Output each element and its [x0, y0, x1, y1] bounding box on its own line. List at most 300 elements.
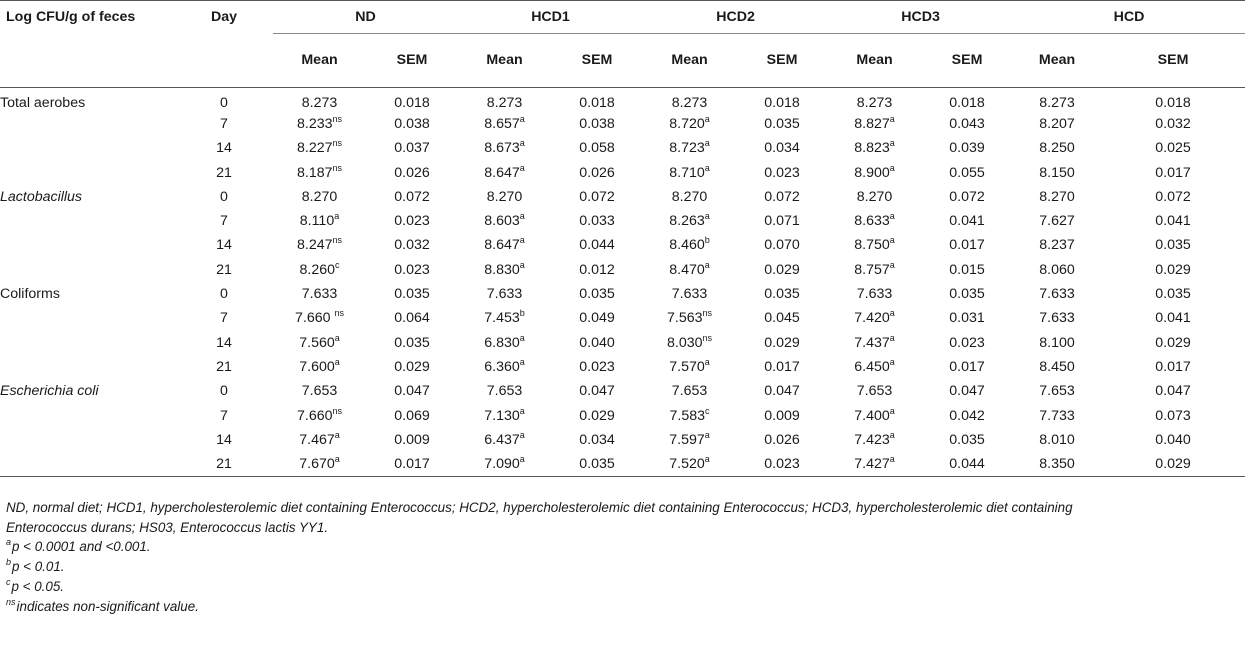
row-category: Total aerobes: [0, 94, 86, 111]
mean-value: 7.670: [299, 455, 335, 472]
mean-cell: [643, 185, 736, 209]
subheader-sem: SEM: [551, 33, 643, 88]
mean-value: 7.583: [669, 407, 706, 424]
sem-value: 0.032: [394, 237, 430, 254]
significance-marker: a: [889, 211, 895, 222]
significance-marker: a: [889, 356, 895, 367]
mean-value: 7.653: [671, 383, 708, 400]
mean-cell: [643, 258, 736, 282]
sem-value: 0.069: [394, 407, 430, 424]
row-category: [0, 136, 175, 160]
significance-marker: a: [519, 162, 525, 173]
mean-value: 8.270: [301, 188, 338, 205]
mean-cell: [643, 452, 736, 476]
sem-value: 0.035: [1155, 286, 1191, 303]
sem-value: 0.049: [579, 310, 615, 327]
sem-value: 0.064: [394, 310, 430, 327]
row-category: [0, 428, 175, 452]
significance-marker: a: [889, 113, 895, 124]
significance-marker: a: [704, 162, 710, 173]
sem-value: 0.017: [1155, 358, 1191, 375]
row-day: 21: [216, 164, 232, 181]
row-category: [0, 330, 175, 354]
significance-marker: a: [334, 332, 340, 343]
mean-cell: [458, 209, 551, 233]
sem-value: 0.029: [394, 358, 430, 375]
sem-value: 0.041: [1155, 213, 1191, 230]
significance-marker: a: [334, 356, 340, 367]
mean-cell: [828, 112, 921, 136]
table-row: [0, 112, 1245, 136]
sem-value: 0.035: [949, 286, 985, 303]
sem-value: 0.034: [764, 140, 800, 157]
mean-cell: [1013, 306, 1101, 330]
table-row: [0, 452, 1245, 476]
mean-value: 8.830: [484, 261, 520, 278]
sem-value: 0.055: [949, 164, 985, 181]
sem-value: 0.026: [394, 164, 430, 181]
sem-value: 0.035: [1155, 237, 1191, 254]
mean-value: 8.460: [669, 237, 705, 254]
mean-value: 7.660: [296, 407, 333, 424]
mean-value: 6.360: [484, 358, 520, 375]
mean-cell: [273, 136, 366, 160]
sem-value: 0.035: [764, 286, 800, 303]
significance-marker: ns: [702, 308, 713, 319]
mean-cell: [828, 428, 921, 452]
sem-value: 0.072: [764, 188, 800, 205]
mean-value: 8.100: [1039, 334, 1075, 351]
sem-value: 0.034: [579, 431, 615, 448]
sem-value: 0.043: [949, 115, 985, 132]
mean-cell: [1013, 330, 1101, 354]
table-row: [0, 428, 1245, 452]
mean-cell: [458, 136, 551, 160]
sem-value: 0.023: [579, 358, 615, 375]
mean-value: 7.467: [299, 431, 335, 448]
mean-value: 7.633: [1039, 310, 1075, 327]
mean-value: 7.420: [854, 310, 890, 327]
significance-marker: b: [519, 308, 525, 319]
mean-value: 8.150: [1039, 164, 1075, 181]
row-category: Escherichia coli: [0, 383, 99, 400]
mean-value: 8.263: [669, 213, 705, 230]
mean-value: 8.273: [1039, 94, 1075, 111]
sem-value: 0.039: [949, 140, 985, 157]
row-category: [0, 209, 175, 233]
row-category: [0, 452, 175, 476]
mean-value: 8.187: [296, 164, 333, 181]
mean-value: 8.750: [854, 237, 890, 254]
significance-marker: a: [889, 332, 895, 343]
sem-value: 0.009: [764, 407, 800, 424]
mean-value: 7.633: [1039, 286, 1075, 303]
row-day: 7: [220, 407, 228, 424]
significance-marker: ns: [332, 405, 343, 416]
subheader-mean: Mean: [1013, 33, 1101, 88]
subheader-mean: Mean: [458, 33, 551, 88]
table-row: [0, 306, 1245, 330]
mean-cell: [273, 428, 366, 452]
mean-cell: [458, 258, 551, 282]
header-group-hcd: HCD: [1013, 1, 1245, 33]
sem-value: 0.038: [579, 115, 615, 132]
mean-cell: [643, 136, 736, 160]
footnote-ns: $^{ns}$indicates non-significant value.: [6, 596, 199, 614]
table-row: [0, 330, 1245, 354]
mean-cell: [1013, 452, 1101, 476]
table-row: [0, 379, 1245, 403]
subheader-sem: SEM: [921, 33, 1013, 88]
mean-cell: [273, 403, 366, 427]
mean-value: 7.633: [856, 286, 893, 303]
mean-value: 6.830: [484, 334, 520, 351]
header-group-hcd2: HCD2: [643, 1, 828, 33]
sem-value: 0.072: [394, 188, 430, 205]
table-row: [0, 258, 1245, 282]
sem-value: 0.029: [579, 407, 615, 424]
significance-marker: a: [519, 405, 525, 416]
mean-cell: [828, 160, 921, 184]
mean-value: 7.570: [669, 358, 705, 375]
mean-value: 7.437: [854, 334, 890, 351]
mean-cell: [273, 209, 366, 233]
mean-cell: [643, 233, 736, 257]
sem-value: 0.047: [764, 383, 800, 400]
significance-marker: a: [704, 356, 710, 367]
mean-cell: [1013, 428, 1101, 452]
sem-value: 0.035: [949, 431, 985, 448]
sem-value: 0.023: [394, 261, 430, 278]
mean-value: 8.827: [854, 115, 890, 132]
mean-value: 7.653: [301, 383, 338, 400]
mean-cell: [643, 379, 736, 403]
sem-value: 0.023: [736, 452, 828, 476]
table-body: [0, 88, 1245, 477]
mean-value: 7.653: [1039, 383, 1075, 400]
sem-value: 0.012: [579, 261, 615, 278]
row-day: 0: [220, 286, 228, 303]
significance-marker: a: [519, 429, 525, 440]
significance-marker: a: [889, 138, 895, 149]
sem-value: 0.040: [579, 334, 615, 351]
mean-cell: [1013, 403, 1101, 427]
mean-cell: [828, 379, 921, 403]
sem-value: 0.070: [764, 237, 800, 254]
row-day: 14: [216, 334, 232, 351]
row-day: 21: [216, 261, 232, 278]
sem-value: 0.071: [764, 213, 800, 230]
mean-cell: [643, 355, 736, 379]
significance-marker: a: [704, 429, 710, 440]
mean-cell: [273, 185, 366, 209]
sem-value: 0.038: [394, 115, 430, 132]
mean-cell: [1013, 88, 1101, 112]
mean-cell: [1013, 185, 1101, 209]
mean-cell: [458, 112, 551, 136]
significance-marker: a: [519, 259, 525, 270]
mean-value: 8.723: [669, 140, 705, 157]
significance-marker: a: [704, 211, 710, 222]
significance-marker: ns: [332, 162, 343, 173]
subheader-sem: SEM: [736, 33, 828, 88]
mean-value: 7.423: [854, 431, 890, 448]
sem-value: 0.072: [949, 188, 985, 205]
significance-marker: b: [704, 235, 710, 246]
mean-cell: [643, 209, 736, 233]
sem-value: 0.029: [1155, 334, 1191, 351]
mean-cell: [273, 355, 366, 379]
mean-value: 8.823: [854, 140, 890, 157]
sem-value: 0.031: [949, 310, 985, 327]
significance-marker: ns: [334, 308, 344, 319]
mean-cell: [273, 330, 366, 354]
header-blank-day: [175, 33, 273, 88]
significance-marker: a: [889, 453, 895, 464]
sem-value: 0.045: [764, 310, 800, 327]
sem-value: 0.035: [764, 115, 800, 132]
table-row: [0, 282, 1245, 306]
mean-value: 7.090: [484, 455, 520, 472]
header-day: Day: [175, 1, 273, 33]
significance-marker: c: [335, 259, 340, 270]
row-day: 14: [216, 431, 232, 448]
footnote-a: $^a$p < 0.0001 and <0.001.: [6, 537, 151, 555]
sem-value: 0.040: [1155, 431, 1191, 448]
mean-cell: [828, 185, 921, 209]
mean-value: 8.273: [856, 94, 893, 111]
mean-value: 8.450: [1039, 358, 1075, 375]
mean-cell: [643, 330, 736, 354]
sem-value: 0.047: [394, 383, 430, 400]
mean-value: 8.470: [669, 261, 705, 278]
mean-value: 8.273: [486, 94, 523, 111]
mean-cell: [828, 403, 921, 427]
significance-marker: a: [704, 453, 710, 464]
mean-cell: [643, 306, 736, 330]
row-day: 21: [175, 452, 273, 476]
mean-cell: [458, 282, 551, 306]
sem-value: 0.035: [579, 286, 615, 303]
sem-value: 0.018: [394, 94, 430, 111]
mean-cell: [643, 160, 736, 184]
significance-marker: a: [519, 356, 525, 367]
header-group-hcd3: HCD3: [828, 1, 1013, 33]
sem-value: 0.035: [394, 334, 430, 351]
header-group-hcd1: HCD1: [458, 1, 643, 33]
header-label: Log CFU/g of feces: [0, 1, 175, 33]
mean-cell: [273, 282, 366, 306]
sem-value: 0.072: [1155, 188, 1191, 205]
sem-value: 0.029: [1101, 452, 1245, 476]
mean-value: 7.563: [667, 310, 703, 327]
row-day: 7: [220, 213, 228, 230]
sem-value: 0.026: [579, 164, 615, 181]
mean-cell: [828, 452, 921, 476]
mean-value: 8.207: [1039, 115, 1075, 132]
sem-value: 0.018: [949, 94, 985, 111]
sem-value: 0.029: [764, 261, 800, 278]
mean-cell: [643, 112, 736, 136]
mean-value: 7.653: [856, 383, 893, 400]
mean-cell: [458, 160, 551, 184]
mean-value: 7.130: [484, 407, 520, 424]
sem-value: 0.017: [949, 358, 985, 375]
mean-cell: [458, 88, 551, 112]
mean-cell: [273, 452, 366, 476]
mean-cell: [458, 330, 551, 354]
mean-value: 8.647: [484, 164, 520, 181]
mean-value: 8.757: [854, 261, 890, 278]
row-category: [0, 355, 175, 379]
mean-value: 8.270: [671, 188, 708, 205]
table-row: [0, 209, 1245, 233]
mean-value: 8.273: [671, 94, 708, 111]
mean-value: 8.237: [1039, 237, 1075, 254]
table-row: [0, 233, 1245, 257]
sem-value: 0.023: [764, 164, 800, 181]
mean-value: 7.653: [486, 383, 523, 400]
mean-value: 8.270: [1039, 188, 1075, 205]
table-row: [0, 355, 1245, 379]
mean-value: 8.233: [296, 115, 333, 132]
significance-marker: a: [334, 429, 340, 440]
significance-marker: c: [705, 405, 710, 416]
mean-value: 7.627: [1039, 213, 1075, 230]
mean-value: 8.110: [299, 213, 335, 230]
header-blank-label: [0, 33, 175, 88]
mean-cell: [458, 428, 551, 452]
row-day: 7: [220, 115, 228, 132]
sem-value: 0.018: [1155, 94, 1191, 111]
mean-cell: [458, 306, 551, 330]
sem-value: 0.047: [579, 383, 615, 400]
mean-cell: [273, 233, 366, 257]
mean-value: 8.673: [484, 140, 520, 157]
mean-value: 8.030: [667, 334, 703, 351]
mean-cell: [273, 379, 366, 403]
row-category: [0, 112, 175, 136]
mean-value: 7.400: [854, 407, 890, 424]
sem-value: 0.047: [1155, 383, 1191, 400]
mean-value: 8.710: [669, 164, 705, 181]
sem-value: 0.041: [949, 213, 985, 230]
sem-value: 0.025: [1155, 140, 1191, 157]
sem-value: 0.023: [394, 213, 430, 230]
mean-cell: [273, 306, 366, 330]
significance-marker: ns: [332, 235, 343, 246]
significance-marker: a: [334, 211, 340, 222]
mean-cell: [828, 88, 921, 112]
table-row: [0, 136, 1245, 160]
significance-marker: a: [889, 405, 895, 416]
significance-marker: a: [889, 429, 895, 440]
significance-marker: a: [519, 453, 525, 464]
sem-value: 0.015: [949, 261, 985, 278]
sem-value: 0.023: [949, 334, 985, 351]
row-day: 14: [216, 140, 232, 157]
subheader-mean: Mean: [273, 33, 366, 88]
sem-value: 0.044: [579, 237, 615, 254]
mean-cell: [828, 282, 921, 306]
mean-value: 7.600: [299, 358, 335, 375]
mean-cell: [1013, 282, 1101, 306]
mean-value: 8.657: [484, 115, 520, 132]
mean-cell: [458, 379, 551, 403]
mean-value: 8.603: [484, 213, 520, 230]
sem-value: 0.017: [366, 452, 458, 476]
significance-marker: ns: [332, 138, 343, 149]
footnotes: [6, 498, 1138, 616]
row-day: 0: [220, 383, 228, 400]
mean-cell: [828, 233, 921, 257]
mean-cell: [828, 330, 921, 354]
row-day: 7: [220, 310, 228, 327]
mean-value: 8.270: [856, 188, 893, 205]
mean-value: 8.260: [299, 261, 335, 278]
row-category: [0, 258, 175, 282]
mean-cell: [458, 452, 551, 476]
mean-value: 8.720: [669, 115, 705, 132]
significance-marker: a: [889, 308, 895, 319]
row-category: Lactobacillus: [0, 188, 83, 205]
mean-value: 7.427: [854, 455, 890, 472]
row-day: 0: [220, 188, 228, 205]
footnote-b: $^b$p < 0.01.: [6, 557, 65, 575]
row-category: [0, 403, 175, 427]
mean-cell: [828, 258, 921, 282]
subheader-mean: Mean: [643, 33, 736, 88]
sem-value: 0.041: [1155, 310, 1191, 327]
row-category: [0, 306, 175, 330]
table-row: [0, 185, 1245, 209]
footnote-c: $^c$p < 0.05.: [6, 576, 64, 594]
mean-cell: [1013, 355, 1101, 379]
mean-value: 8.010: [1039, 431, 1075, 448]
table-row: [0, 160, 1245, 184]
mean-cell: [1013, 258, 1101, 282]
mean-value: 7.633: [486, 286, 523, 303]
subheader-mean: Mean: [828, 33, 921, 88]
sem-value: 0.044: [921, 452, 1013, 476]
mean-cell: [458, 185, 551, 209]
sem-value: 0.029: [1155, 261, 1191, 278]
row-category: Coliforms: [0, 286, 60, 303]
mean-value: 7.560: [299, 334, 335, 351]
mean-value: 7.633: [671, 286, 708, 303]
significance-marker: a: [704, 138, 710, 149]
sem-value: 0.018: [764, 94, 800, 111]
sem-value: 0.033: [579, 213, 615, 230]
mean-cell: [828, 136, 921, 160]
mean-value: 8.273: [301, 94, 338, 111]
mean-value: 8.270: [486, 188, 523, 205]
mean-value: 7.520: [669, 455, 705, 472]
mean-cell: [1013, 379, 1101, 403]
mean-cell: [1013, 233, 1101, 257]
mean-value: 6.450: [854, 358, 890, 375]
mean-cell: [273, 258, 366, 282]
mean-value: 7.453: [484, 310, 520, 327]
row-category: [0, 160, 175, 184]
mean-value: 6.437: [484, 431, 520, 448]
significance-marker: a: [519, 332, 525, 343]
row-day: 21: [216, 358, 232, 375]
mean-cell: [458, 233, 551, 257]
sem-value: 0.018: [579, 94, 615, 111]
significance-marker: a: [889, 259, 895, 270]
mean-value: 8.633: [854, 213, 890, 230]
